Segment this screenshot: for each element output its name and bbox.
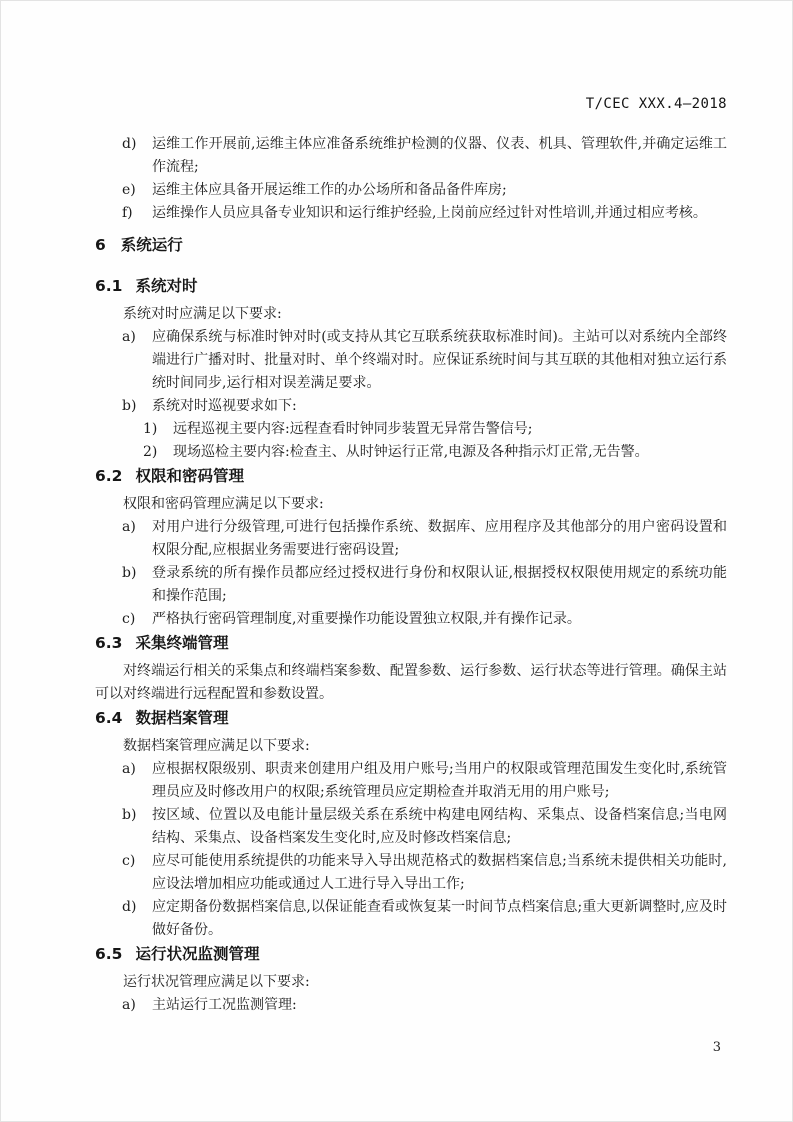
section-list — [122, 758, 727, 942]
section-intro: 权限和密码管理应满足以下要求: — [123, 496, 324, 512]
list-item-label: a) — [122, 997, 136, 1013]
section-number: 6.2 — [95, 467, 123, 485]
section-title: 数据档案管理 — [135, 709, 229, 727]
page-number: 3 — [712, 1040, 721, 1055]
list-item-label: c) — [122, 611, 136, 627]
list-item-label: f) — [122, 205, 133, 221]
section-6-2 — [95, 468, 727, 631]
list-item-text: 主站运行工况监测管理: — [152, 997, 297, 1013]
section-heading — [95, 710, 727, 727]
doc-code: T/CEC XXX.4—2018 — [585, 96, 727, 112]
list-item-text: 严格执行密码管理制度,对重要操作功能设置独立权限,并有操作记录。 — [152, 611, 581, 627]
section-title: 权限和密码管理 — [135, 467, 244, 485]
list-item-label: b) — [122, 398, 137, 414]
sub-list-item — [143, 441, 727, 464]
section-6-1 — [95, 278, 727, 464]
section-title: 系统对时 — [135, 277, 198, 295]
list-item-label: d) — [122, 136, 137, 152]
running-header — [95, 93, 727, 112]
section-title: 采集终端管理 — [135, 634, 229, 652]
section-intro: 系统对时应满足以下要求: — [123, 306, 282, 322]
section-heading — [95, 468, 727, 485]
list-item-text: 运维操作人员应具备专业知识和运行维护经验,上岗前应经过针对性培训,并通过相应考核。 — [152, 205, 707, 221]
list-item — [122, 896, 727, 942]
list-item-text: 应尽可能使用系统提供的功能来导入导出规范格式的数据档案信息;当系统未提供相关功能时,应设法增加相应功能或通过人工进行导入导出工作; — [152, 853, 727, 892]
section-heading — [95, 635, 727, 652]
section-number: 6.3 — [95, 634, 123, 652]
list-item-text: 远程巡视主要内容:远程查看时钟同步装置无异常告警信号; — [173, 421, 533, 437]
section-6-5 — [95, 946, 727, 1017]
section-list — [122, 994, 727, 1017]
section-number: 6.1 — [95, 277, 123, 295]
list-item-label: a) — [122, 329, 136, 345]
section-heading — [95, 946, 727, 963]
list-item-label: e) — [122, 182, 136, 198]
section-intro: 数据档案管理应满足以下要求: — [123, 738, 310, 754]
chapter-heading — [95, 237, 727, 254]
list-item — [122, 758, 727, 804]
list-item — [122, 202, 727, 225]
section-title: 运行状况监测管理 — [135, 945, 260, 963]
carryover-list — [122, 133, 727, 225]
list-item-label: 1) — [143, 421, 158, 437]
list-item — [122, 850, 727, 896]
section-heading — [95, 278, 727, 295]
list-item-label: a) — [122, 761, 136, 777]
list-item-label: b) — [122, 807, 137, 823]
list-item — [122, 326, 727, 395]
chapter-number: 6 — [95, 236, 106, 254]
list-item — [122, 516, 727, 562]
list-item-text: 现场巡检主要内容:检查主、从时钟运行正常,电源及各种指示灯正常,无告警。 — [173, 444, 649, 460]
list-item-label: 2) — [143, 444, 158, 460]
list-item-label: d) — [122, 899, 137, 915]
section-list — [122, 516, 727, 631]
list-item-label: c) — [122, 853, 136, 869]
list-item-text: 运维工作开展前,运维主体应准备系统维护检测的仪器、仪表、机具、管理软件,并确定运维工作流程; — [152, 136, 727, 175]
list-item — [122, 608, 727, 631]
section-number: 6.4 — [95, 709, 123, 727]
section-intro: 运行状况管理应满足以下要求: — [123, 974, 310, 990]
section-number: 6.5 — [95, 945, 123, 963]
list-item-text: 系统对时巡视要求如下: — [152, 398, 297, 414]
list-item-text: 按区域、位置以及电能计量层级关系在系统中构建电网结构、采集点、设备档案信息;当电网结构、采集点、设备档案发生变化时,应及时修改档案信息; — [152, 807, 727, 846]
list-item-text: 应根据权限级别、职责来创建用户组及用户账号;当用户的权限或管理范围发生变化时,系统管理员应及时修改用户的权限;系统管理员应定期检查并取消无用的用户账号; — [152, 761, 727, 800]
sub-list-item — [143, 418, 727, 441]
chapter-title: 系统运行 — [120, 236, 183, 254]
list-item — [122, 395, 727, 418]
list-item — [122, 179, 727, 202]
list-item — [122, 994, 727, 1017]
list-item — [122, 133, 727, 179]
list-item-label: a) — [122, 519, 136, 535]
list-item-text: 应确保系统与标准时钟对时(或支持从其它互联系统获取标准时间)。主站可以对系统内全部终端进行广播对时、批量对时、单个终端对时。应保证系统时间与其互联的其他相对独立运行系统时间同步,运行相对误差满足要求。 — [152, 329, 727, 391]
list-item — [122, 562, 727, 608]
section-6-3 — [95, 635, 727, 706]
list-item-text: 登录系统的所有操作员都应经过授权进行身份和权限认证,根据授权权限使用规定的系统功能和操作范围; — [152, 565, 727, 604]
section-list — [122, 326, 727, 464]
list-item-text: 运维主体应具备开展运维工作的办公场所和备品备件库房; — [152, 182, 507, 198]
list-item-label: b) — [122, 565, 137, 581]
section-6-4 — [95, 710, 727, 942]
list-item-text: 应定期备份数据档案信息,以保证能查看或恢复某一时间节点档案信息;重大更新调整时,应及时做好备份。 — [152, 899, 727, 938]
section-paragraph: 对终端运行相关的采集点和终端档案参数、配置参数、运行参数、运行状态等进行管理。确保主站可以对终端进行远程配置和参数设置。 — [95, 663, 727, 702]
list-item — [122, 804, 727, 850]
list-item-text: 对用户进行分级管理,可进行包括操作系统、数据库、应用程序及其他部分的用户密码设置和权限分配,应根据业务需要进行密码设置; — [152, 519, 727, 558]
